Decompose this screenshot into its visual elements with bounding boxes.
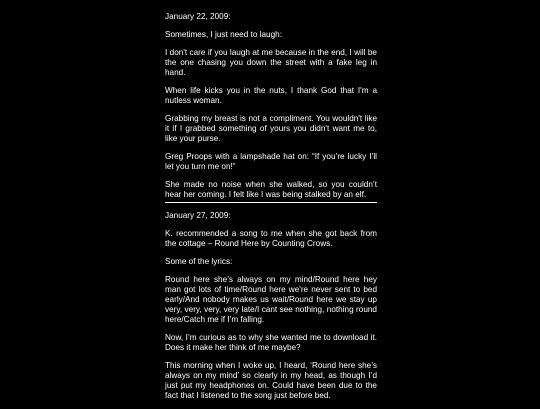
entry-paragraph: Sometimes, I just need to laugh: [165,30,282,39]
journal-page [165,12,377,409]
journal-entry-jan-22 [165,12,377,200]
entry-paragraph: Some of the lyrics: [165,257,233,267]
entry-paragraph: Now, I’m curious as to why she wanted me to download it. Does it make her think of me maybe? [165,333,377,353]
entry-paragraph: She made no noise when she walked, so you couldn’t hear her coming. I felt like I was being stalked by an elf. [165,180,377,199]
entry-paragraph: This morning when I woke up, I heard, ‘Round here she’s always on my mind’ so clearly in my head, as though I’d just put my headphones on. Could have been due to the fact that I listened to the song just before bed. [165,361,377,401]
entry-paragraph: K. recommended a song to me when she got back from the cottage – Round Here by Counting Crows. [165,229,377,249]
entry-date: January 27, 2009: [165,211,231,221]
entry-paragraph: Round here she’s always on my mind/Round here hey man got lots of time/Round here we're never sent to bed early/And nobody makes us wait/Round here we stay up very, very, very, very late/I cant see nothing, nothing round here/Catch me if I’m falling. [165,275,377,325]
entry-date: January 22, 2009: [165,12,231,21]
entry-divider [165,202,377,203]
journal-entry-jan-27 [165,211,377,401]
entry-paragraph: When life kicks you in the nuts, I thank God that I'm a nutless woman. [165,86,377,105]
entry-paragraph: I don't care if you laugh at me because in the end, I will be the one chasing you down the street with a fake leg in hand. [165,48,377,77]
entry-paragraph: Grabbing my breast is not a compliment. You wouldn't like it if I grabbed something of yours you didn't want me to, like your purse. [165,114,377,143]
entry-paragraph: Greg Proops with a lampshade hat on: “If you’re lucky I’ll let you turn me on!” [165,152,377,171]
